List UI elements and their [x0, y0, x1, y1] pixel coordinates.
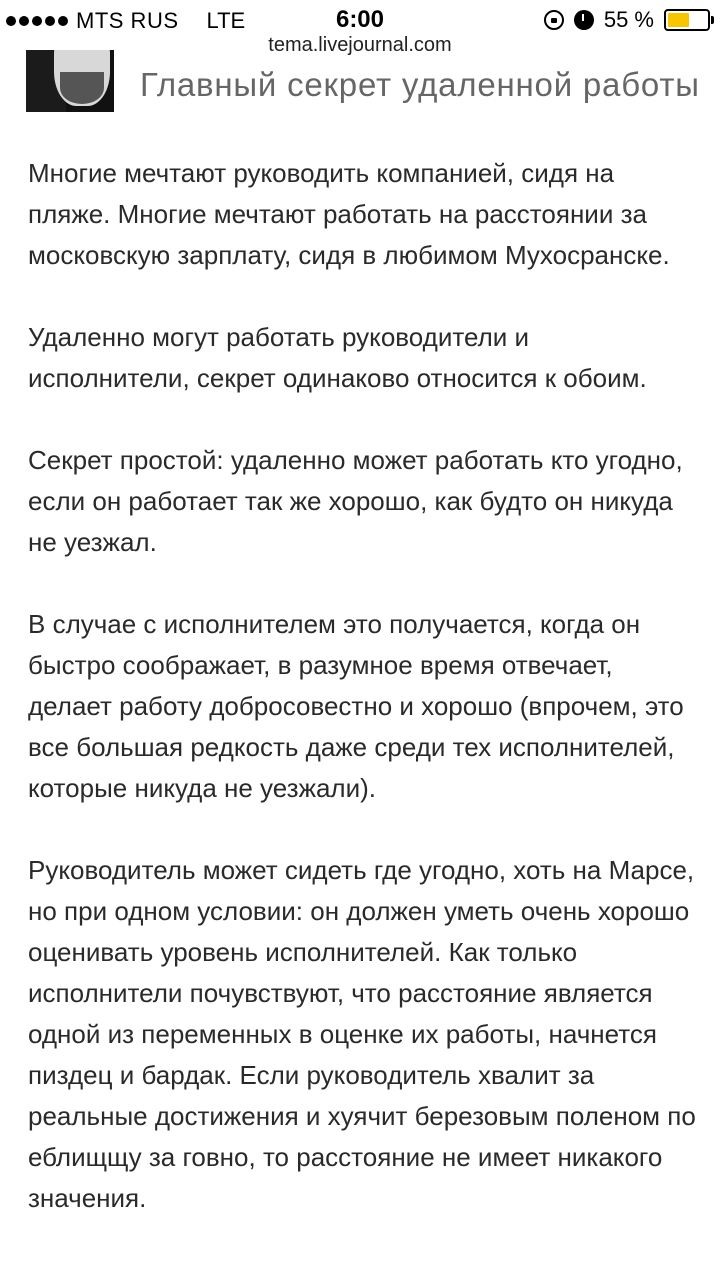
battery-fill: [668, 13, 689, 27]
post-paragraph: Руководитель может сидеть где угодно, хоть на Марсе, но при одном условии: он должен уметь очень хорошо оценивать уровень исполнителей. Как только исполнители почувствуют, что расстояние является одной из переменных в оценке их работы, начнется пиздец и бардак. Если руководитель хвалит за реальные достижения и хуячит березовым поленом по еблищщу за говно, то расстояние не имеет никакого значения.: [28, 855, 696, 1213]
network-type: LTE: [206, 8, 246, 33]
status-right: [544, 7, 710, 33]
rotation-lock-icon: [544, 10, 564, 30]
carrier-name: MTS RUS: [76, 8, 179, 33]
address-bar-url[interactable]: tema.livejournal.com: [268, 34, 452, 56]
post-paragraph: В случае с исполнителем это получается, когда он быстро соображает, в разумное время отвечает, делает работу добросовестно и хорошо (впрочем, это все большая редкость даже среди тех исполнителей, которые никуда не уезжали).: [28, 609, 684, 803]
post-paragraph: Удаленно могут работать руководители и исполнители, секрет одинаково относится к обоим.: [28, 322, 647, 393]
post-paragraph: Многие мечтают руководить компанией, сидя на пляже. Многие мечтают работать на расстоянии за московскую зарплату, сидя в любимом Мухосранске.: [28, 158, 670, 270]
post-paragraph: Секрет простой: удаленно может работать кто угодно, если он работает так же хорошо, как будто он никуда не уезжал.: [28, 445, 683, 557]
alarm-icon: [574, 10, 594, 30]
status-bar: [0, 0, 720, 36]
post-title: Главный секрет удаленной работы: [140, 66, 700, 103]
status-time: 6:00: [335, 6, 385, 33]
battery-icon: [664, 9, 710, 31]
author-avatar[interactable]: [26, 50, 114, 112]
battery-percent: 55 %: [603, 7, 654, 32]
avatar-beard: [60, 72, 104, 104]
post-body: [28, 153, 696, 1260]
